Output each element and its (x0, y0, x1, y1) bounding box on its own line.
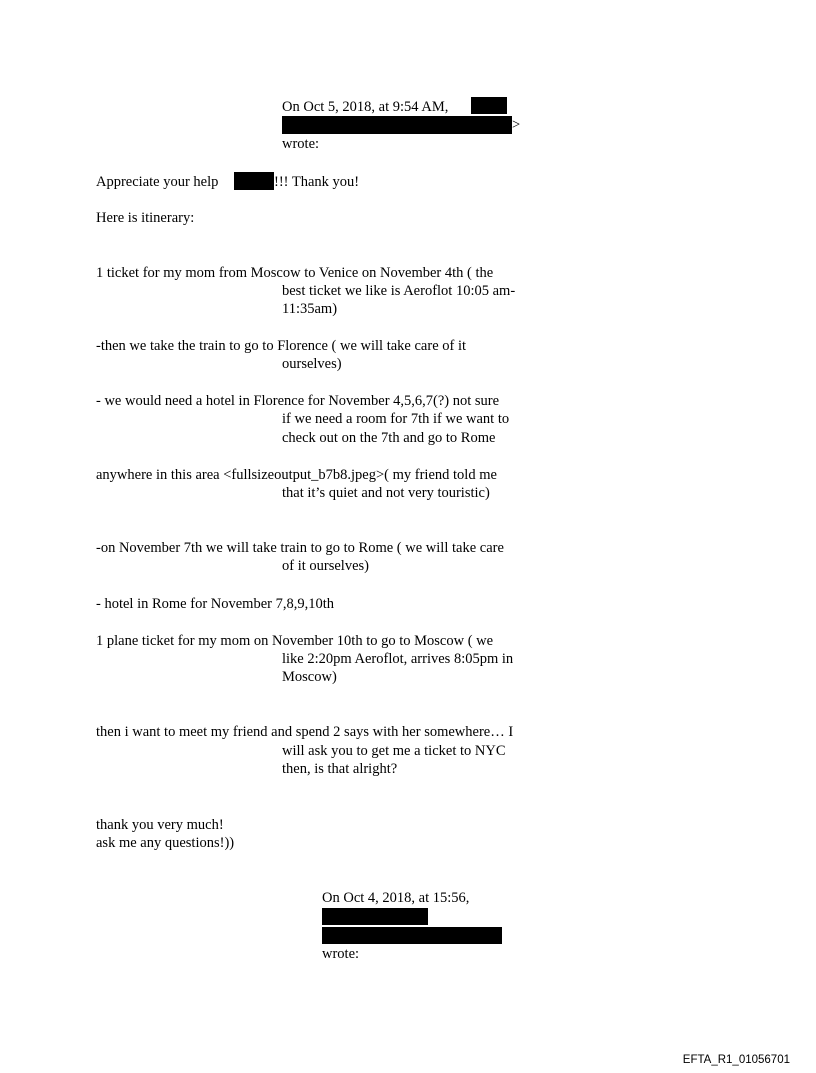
body-text: Moscow) (282, 669, 337, 685)
body-text: - we would need a hotel in Florence for November 4,5,6,7(?) not sure (96, 393, 500, 409)
body-text: 11:35am) (282, 301, 338, 317)
redaction-block (322, 908, 428, 925)
body-text: ourselves) (282, 356, 342, 372)
body-text: 1 plane ticket for my mom on November 10th to go to Moscow ( we (96, 633, 494, 649)
redaction-block (234, 172, 274, 190)
body-text: that it’s quiet and not very touristic) (282, 485, 490, 501)
body-text: like 2:20pm Aeroflot, arrives 8:05pm in (282, 651, 514, 667)
body-text: then i want to meet my friend and spend 2 says with her somewhere… I (96, 724, 514, 740)
redaction-block (282, 116, 512, 134)
body-text: -then we take the train to go to Florence ( we will take care of it (96, 338, 467, 354)
body-text: best ticket we like is Aeroflot 10:05 am- (282, 283, 516, 299)
body-text: !!! Thank you! (274, 174, 360, 190)
body-text: anywhere in this area <fullsizeoutput_b7b8.jpeg>( my friend told me (96, 467, 497, 483)
body-text: Appreciate your help (96, 174, 219, 190)
body-text: Here is itinerary: (96, 210, 195, 226)
quote-header-date: On Oct 5, 2018, at 9:54 AM, (282, 99, 449, 115)
body-text: will ask you to get me a ticket to NYC (282, 743, 506, 759)
quote-header-date: On Oct 4, 2018, at 15:56, (322, 890, 470, 906)
redaction-block (471, 97, 507, 114)
body-text: of it ourselves) (282, 558, 369, 574)
body-text: thank you very much! (96, 817, 224, 833)
document-id: EFTA_R1_01056701 (682, 1054, 790, 1066)
quote-header-wrote: wrote: (282, 136, 320, 152)
email-bracket: > (512, 117, 521, 133)
body-text: 1 ticket for my mom from Moscow to Venice on November 4th ( the (96, 265, 494, 281)
body-text: check out on the 7th and go to Rome (282, 430, 496, 446)
body-text: then, is that alright? (282, 761, 398, 777)
body-text: if we need a room for 7th if we want to (282, 411, 510, 427)
body-text: -on November 7th we will take train to go to Rome ( we will take care (96, 540, 504, 556)
redaction-block (322, 927, 502, 944)
body-text: ask me any questions!)) (96, 835, 235, 851)
body-text: - hotel in Rome for November 7,8,9,10th (96, 596, 334, 612)
quote-header-wrote: wrote: (322, 946, 360, 962)
